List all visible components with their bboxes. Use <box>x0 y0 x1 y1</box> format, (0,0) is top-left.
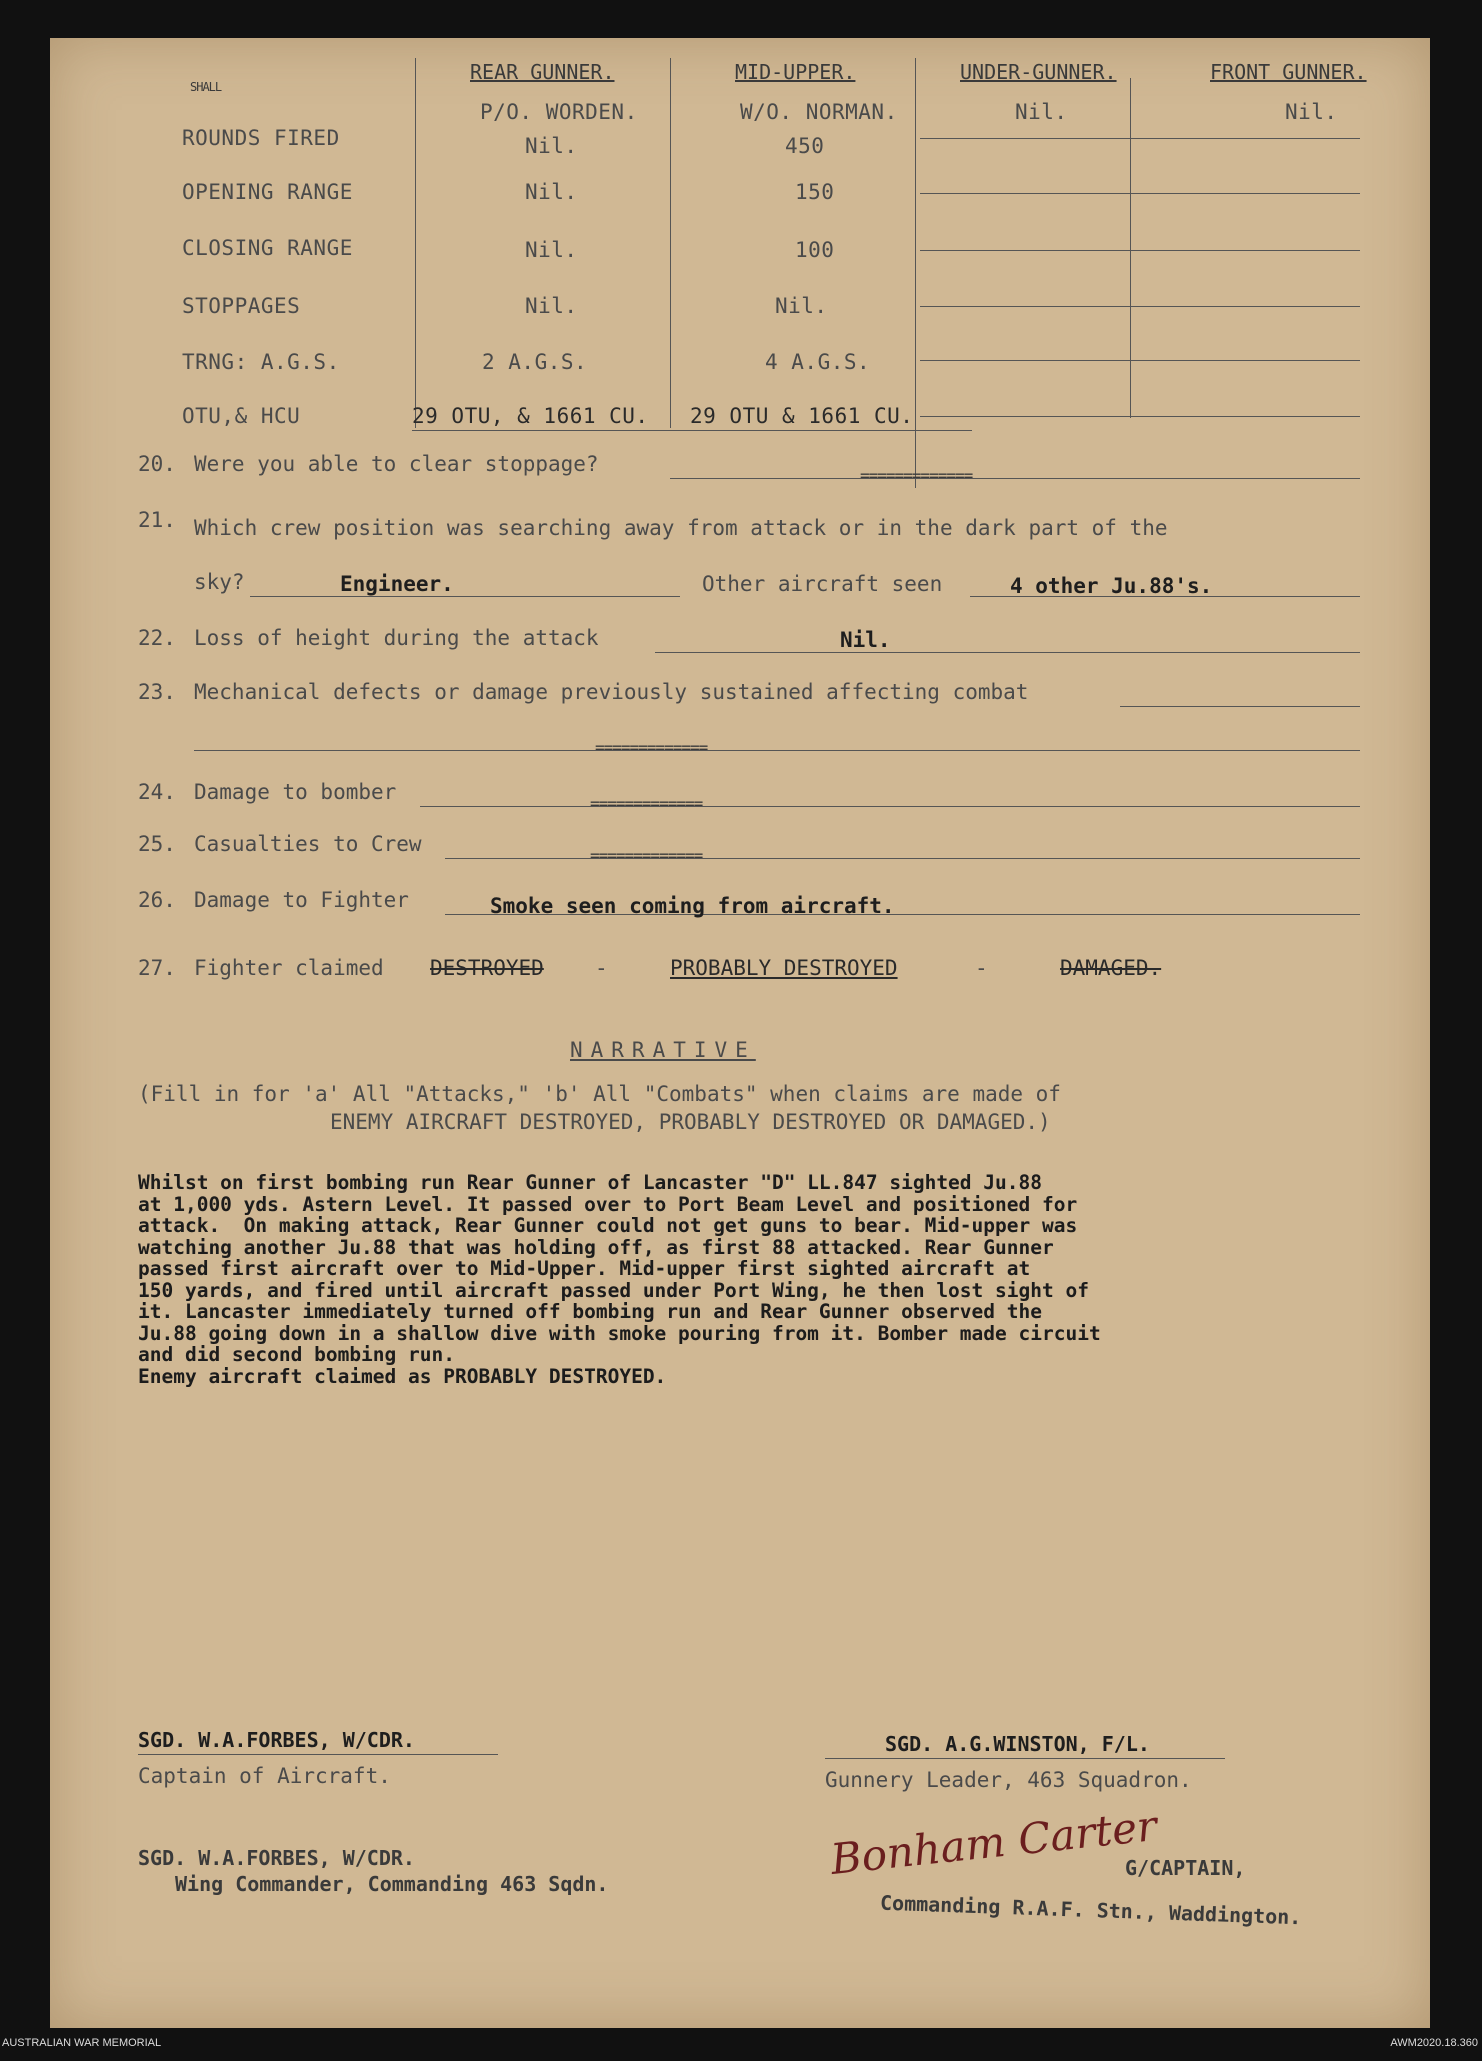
q23-number: 23. <box>138 680 176 704</box>
captain-signature-line <box>138 1754 498 1755</box>
table-divider <box>915 58 916 488</box>
row-label: OPENING RANGE <box>182 180 353 204</box>
name-front-gunner: Nil. <box>1285 100 1338 124</box>
header-under-gunner: UNDER-GUNNER. <box>960 60 1117 84</box>
footer-left: AUSTRALIAN WAR MEMORIAL <box>2 2037 162 2049</box>
row-label: OTU,& HCU <box>182 404 301 428</box>
q20-text: Were you able to clear stoppage? <box>194 452 599 476</box>
table-corner-mark: SHALL <box>190 80 222 94</box>
q25-text: Casualties to Crew <box>194 832 422 856</box>
table-rule <box>920 306 1360 307</box>
footer-right: AWM2020.18.360 <box>1390 2037 1478 2049</box>
gunnery-leader-title: Gunnery Leader, 463 Squadron. <box>825 1768 1192 1792</box>
row-label: TRNG: A.G.S. <box>182 350 340 374</box>
table-rule <box>920 416 1360 417</box>
table-rule <box>920 193 1360 194</box>
q27-dash: - <box>975 956 988 980</box>
q21-other-label: Other aircraft seen <box>702 572 943 596</box>
station-commander-title: Commanding R.A.F. Stn., Waddington. <box>879 1890 1302 1930</box>
q20-line <box>670 478 1360 479</box>
q21-text-cont: sky? <box>194 570 245 594</box>
q24-number: 24. <box>138 780 176 804</box>
captain-title: Captain of Aircraft. <box>138 1764 391 1788</box>
q21-answer: Engineer. <box>340 572 454 596</box>
cell-rear: Nil. <box>525 238 578 262</box>
cell-rear: Nil. <box>525 134 578 158</box>
handwritten-signature: Bonham Carter <box>828 1801 1160 1884</box>
q23-text: Mechanical defects or damage previously sustained affecting combat <box>194 680 1029 704</box>
table-divider <box>670 58 671 428</box>
cell-rear: Nil. <box>525 180 578 204</box>
q22-text: Loss of height during the attack <box>194 626 599 650</box>
cell-mid: 150 <box>795 180 835 204</box>
q22-answer: Nil. <box>840 628 891 652</box>
q26-number: 26. <box>138 888 176 912</box>
q27-text: Fighter claimed <box>194 956 384 980</box>
q20-number: 20. <box>138 452 176 476</box>
table-divider <box>415 58 416 428</box>
header-mid-upper: MID-UPPER. <box>735 60 856 84</box>
cell-mid: 100 <box>795 238 835 262</box>
q24-text: Damage to bomber <box>194 780 397 804</box>
q21-number: 21. <box>138 508 176 532</box>
q23-answer: ============= <box>595 738 708 757</box>
wing-commander-signature: SGD. W.A.FORBES, W/CDR. <box>138 1846 415 1870</box>
q22-line <box>655 652 1360 653</box>
gunnery-signature-line <box>825 1758 1225 1759</box>
cell-rear: Nil. <box>525 294 578 318</box>
q27-number: 27. <box>138 956 176 980</box>
name-mid-upper: W/O. NORMAN. <box>740 100 898 124</box>
q21-text: Which crew position was searching away from attack or in the dark part of the <box>194 516 1168 540</box>
q25-line <box>445 858 1360 859</box>
table-rule <box>920 250 1360 251</box>
q24-line <box>420 806 1360 807</box>
row-label: STOPPAGES <box>182 294 301 318</box>
header-rear-gunner: REAR GUNNER. <box>470 60 615 84</box>
q27-option-probably-destroyed: PROBABLY DESTROYED <box>670 956 898 980</box>
row-label: ROUNDS FIRED <box>182 126 340 150</box>
row-label: CLOSING RANGE <box>182 236 353 260</box>
q24-answer: ============= <box>590 794 703 813</box>
narrative-instruction-1: (Fill in for 'a' All "Attacks," 'b' All "Combats" when claims are made of <box>138 1082 1061 1106</box>
wing-commander-title: Wing Commander, Commanding 463 Sqdn. <box>175 1872 609 1896</box>
q27-option-destroyed: DESTROYED <box>430 956 544 980</box>
q27-option-damaged: DAMAGED. <box>1060 956 1162 980</box>
q26-answer: Smoke seen coming from aircraft. <box>490 894 895 918</box>
document-page <box>50 38 1430 2028</box>
q25-number: 25. <box>138 832 176 856</box>
cell-rear: 29 OTU, & 1661 CU. <box>412 404 649 428</box>
q20-answer: ============= <box>860 466 973 485</box>
cell-mid: 450 <box>785 134 825 158</box>
q21-line-a <box>250 596 680 597</box>
q27-dash: - <box>595 956 608 980</box>
cell-mid: Nil. <box>775 294 828 318</box>
header-front-gunner: FRONT GUNNER. <box>1210 60 1367 84</box>
name-under-gunner: Nil. <box>1015 100 1068 124</box>
table-rule <box>920 360 1360 361</box>
station-commander-rank: G/CAPTAIN, <box>1125 1856 1246 1880</box>
q26-text: Damage to Fighter <box>194 888 409 912</box>
narrative-body: Whilst on first bombing run Rear Gunner of Lancaster "D" LL.847 sighted Ju.88 at 1,000 yds. Astern Level. It passed over to Port Beam Level and positioned for attack. On making attack, Rear Gunner could not get guns to bear. Mid-upper was watching another Ju.88 that was holding off, as first 88 attacked. Rear Gunner passed first aircraft over to Mid-Upper. Mid-upper first sighted aircraft at 150 yards, and fired until aircraft passed under Port Wing, he then lost sight of it. Lancaster immediately turned off bombing run and Rear Gunner observed the Ju.88 going down in a shallow dive with smoke pouring from it. Bomber made circuit and did second bombing run. Enemy aircraft claimed as PROBABLY DESTROYED. <box>138 1171 1101 1388</box>
table-rule <box>920 138 1360 139</box>
table-divider <box>1130 78 1131 418</box>
q22-number: 22. <box>138 626 176 650</box>
cell-rear: 2 A.G.S. <box>482 350 588 374</box>
captain-signature: SGD. W.A.FORBES, W/CDR. <box>138 1728 415 1752</box>
name-rear-gunner: P/O. WORDEN. <box>480 100 638 124</box>
cell-mid: 29 OTU & 1661 CU. <box>690 404 914 428</box>
gunnery-leader-signature: SGD. A.G.WINSTON, F/L. <box>885 1732 1150 1756</box>
q23-line-a <box>1120 706 1360 707</box>
narrative-instruction-2: ENEMY AIRCRAFT DESTROYED, PROBABLY DESTROYED OR DAMAGED.) <box>330 1110 1051 1134</box>
q25-answer: ============= <box>590 846 703 865</box>
otu-underline <box>412 430 972 431</box>
narrative-title: NARRATIVE <box>570 1038 756 1062</box>
cell-mid: 4 A.G.S. <box>765 350 871 374</box>
q21-other-answer: 4 other Ju.88's. <box>1010 574 1213 598</box>
q23-line-b <box>194 750 1360 751</box>
